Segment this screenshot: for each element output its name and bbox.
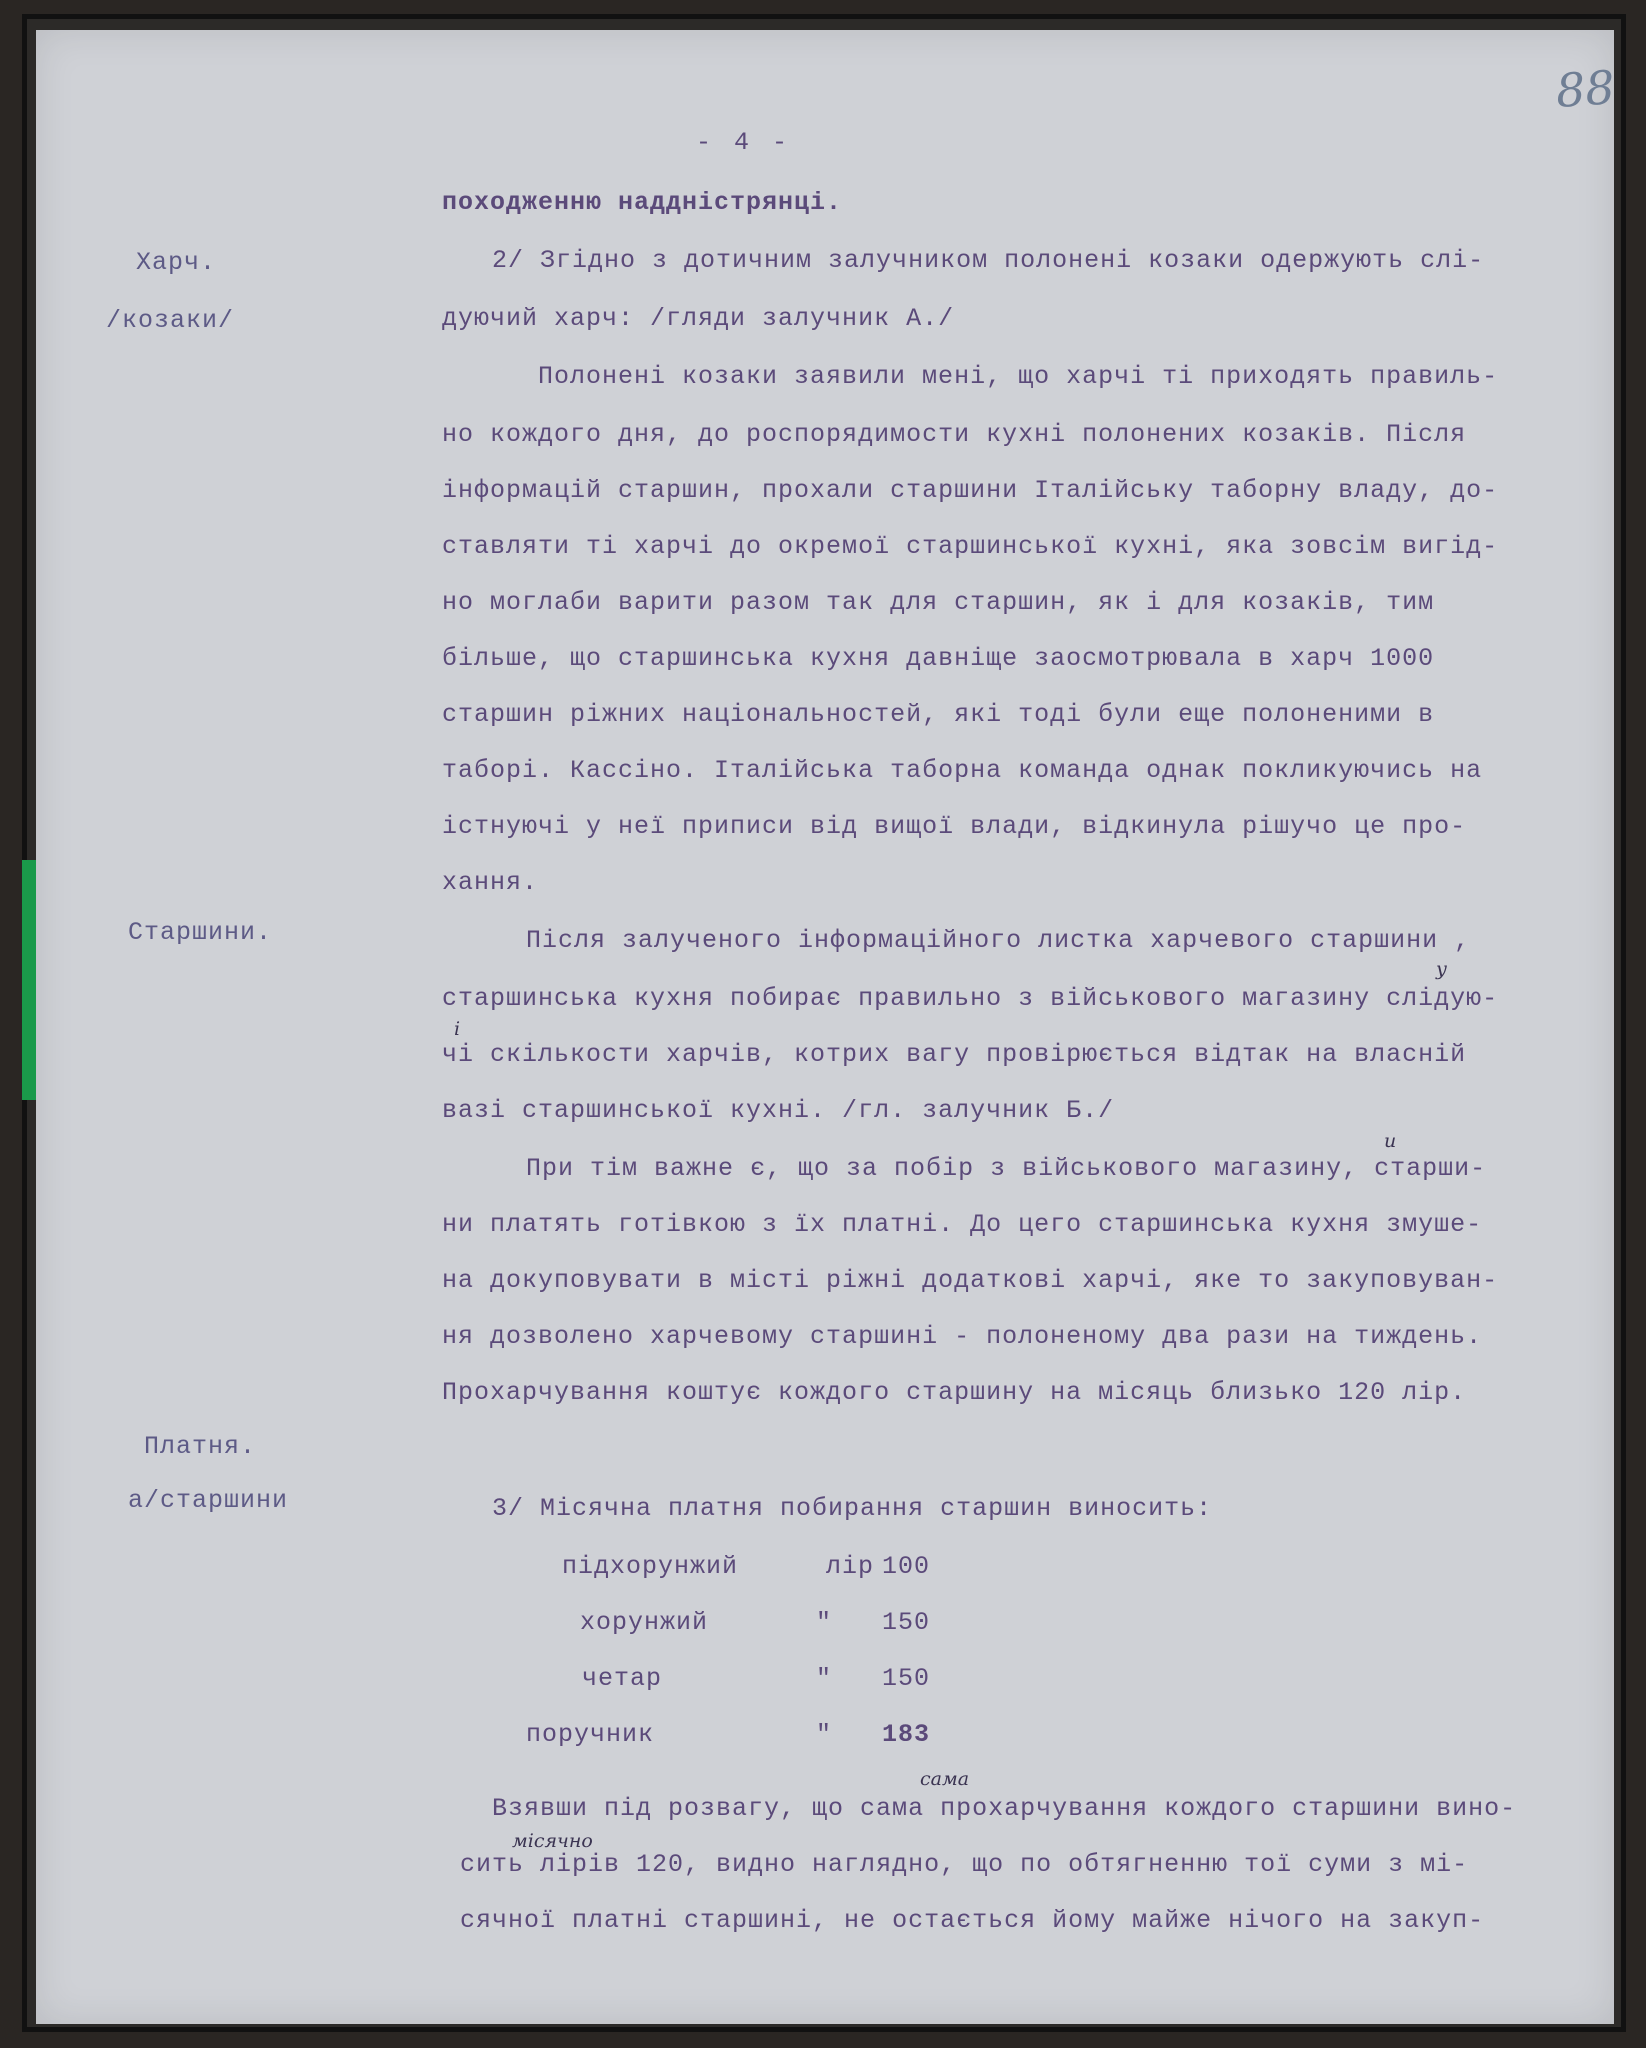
body-line: сить лірів 120, видно наглядно, що по обтягненню тої суми з мі- <box>460 1850 1469 1879</box>
margin-note-food: Харч. <box>136 248 217 277</box>
body-line: на докуповувати в місті ріжні додаткові харчі, яке то закуповуван- <box>442 1266 1499 1295</box>
handwritten-correction: місячно <box>512 1830 593 1852</box>
page-number: - 4 - <box>696 128 792 157</box>
body-line: но кождого дня, до роспорядимости кухні полонених козаків. Після <box>442 420 1467 449</box>
body-line: старшин ріжних національностей, які тоді були еще полоненими в <box>442 700 1435 729</box>
pay-unit: " <box>816 1720 833 1749</box>
body-line: хання. <box>442 868 539 897</box>
body-line: істнуючі у неї приписи від вищої влади, відкинула рішучо це про- <box>442 812 1467 841</box>
pay-unit: " <box>816 1608 833 1637</box>
pay-amount: 183 <box>882 1720 931 1749</box>
pay-unit: лір <box>826 1552 875 1581</box>
pay-rank: хорунжий <box>580 1608 709 1637</box>
handwritten-correction: у <box>1436 958 1448 980</box>
body-line: сячної платні старшині, не остається йому майже нічого на закуп- <box>460 1906 1485 1935</box>
margin-note-officers: Старшини. <box>128 918 273 947</box>
margin-note-pay-officers: а/старшини <box>128 1486 289 1515</box>
body-line: Прохарчування коштує кождого старшину на місяць близько 120 лір. <box>442 1378 1467 1407</box>
pay-amount: 150 <box>882 1664 931 1693</box>
folio-number: 88 <box>1554 60 1617 118</box>
pay-rank: підхорунжий <box>562 1552 739 1581</box>
pay-amount: 150 <box>882 1608 931 1637</box>
body-line: вазі старшинської кухні. /гл. залучник Б./ <box>442 1096 1115 1125</box>
body-line: чі скількости харчів, котрих вагу провірюється відтак на власній <box>442 1040 1467 1069</box>
body-line: 2/ Згідно з дотичним залучником полонені козаки одержують слі- <box>492 246 1485 275</box>
body-line: дуючий харч: /гляди залучник А./ <box>442 304 955 333</box>
handwritten-correction: сама <box>920 1768 970 1790</box>
body-line: походженню наддністрянці. <box>442 188 843 217</box>
margin-note-cossacks: /козаки/ <box>106 306 235 335</box>
document-page <box>36 30 1617 2024</box>
body-line: ни платять готівкою з їх платні. До цего старшинська кухня змуше- <box>442 1210 1483 1239</box>
body-line: но моглаби варити разом так для старшин, як і для козаків, тим <box>442 588 1435 617</box>
body-line: Взявши під розвагу, що сама прохарчування кождого старшини вино- <box>492 1794 1517 1823</box>
body-line: ставляти ті харчі до окремої старшинської кухні, яка зовсім вигід- <box>442 532 1499 561</box>
body-line: ня дозволено харчевому старшині - полоненому два рази на тиждень. <box>442 1322 1483 1351</box>
pay-unit: " <box>816 1664 833 1693</box>
body-line: таборі. Кассіно. Італійська таборна команда однак покликуючись на <box>442 756 1483 785</box>
body-line: більше, що старшинська кухня давніще заосмотрювала в харч 1000 <box>442 644 1435 673</box>
body-line: При тім важне є, що за побір з військового магазину, старши- <box>526 1154 1487 1183</box>
margin-note-pay: Платня. <box>144 1432 257 1461</box>
body-line: Полонені козаки заявили мені, що харчі ті приходять правиль- <box>538 362 1499 391</box>
pay-rank: поручник <box>526 1720 655 1749</box>
handwritten-correction: і <box>454 1018 461 1040</box>
green-archive-tab <box>22 860 36 1100</box>
body-line: старшинська кухня побирає правильно з військового магазину слідую- <box>442 984 1499 1013</box>
body-line: 3/ Місячна платня побирання старшин виносить: <box>492 1494 1213 1523</box>
body-line: інформацій старшин, прохали старшини Італійську таборну владу, до- <box>442 476 1499 505</box>
pay-rank: четар <box>582 1664 663 1693</box>
pay-amount: 100 <box>882 1552 931 1581</box>
body-line: Після залученого інформаційного листка харчевого старшини , <box>526 926 1471 955</box>
handwritten-correction: и <box>1384 1130 1397 1152</box>
